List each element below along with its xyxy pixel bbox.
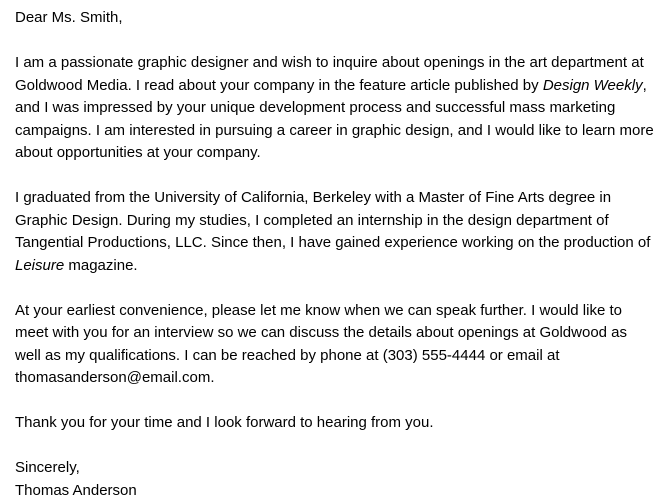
cover-letter	[15, 0, 665, 502]
magazine-title: Leisure	[15, 257, 64, 274]
signature-name: Thomas Anderson	[15, 480, 665, 502]
text-line: meet with you for an interview so we can discuss the details about openings at Goldwood as	[15, 322, 665, 345]
text-run: magazine.	[64, 257, 137, 274]
text-line: and I was impressed by your unique development process and successful mass marketing	[15, 97, 665, 120]
text-line: I graduated from the University of California, Berkeley with a Master of Fine Arts degree in	[15, 187, 665, 210]
text-line: At your earliest convenience, please let me know when we can speak further. I would like to	[15, 300, 665, 323]
text-line	[15, 255, 665, 278]
publication-title: Design Weekly	[543, 77, 643, 94]
paragraph-introduction	[15, 52, 665, 165]
paragraph-gap	[15, 435, 665, 458]
closing: Sincerely,	[15, 457, 665, 480]
text-run: Goldwood Media. I read about your company in the feature article published by	[15, 77, 543, 94]
text-line: Graphic Design. During my studies, I completed an internship in the design department of	[15, 210, 665, 233]
text-line: Tangential Productions, LLC. Since then, I have gained experience working on the production of	[15, 232, 665, 255]
paragraph-thanks: Thank you for your time and I look forward to hearing from you.	[15, 412, 665, 435]
paragraph-background	[15, 187, 665, 277]
salutation: Dear Ms. Smith,	[15, 7, 665, 30]
email-line: thomasanderson@email.com.	[15, 367, 665, 390]
text-line	[15, 75, 665, 98]
paragraph-gap	[15, 165, 665, 188]
paragraph-request	[15, 300, 665, 390]
paragraph-gap	[15, 390, 665, 413]
paragraph-gap	[15, 30, 665, 53]
paragraph-gap	[15, 277, 665, 300]
text-line: about opportunities at your company.	[15, 142, 665, 165]
text-run: ,	[643, 77, 647, 94]
text-line: I am a passionate graphic designer and wish to inquire about openings in the art department at	[15, 52, 665, 75]
text-line: campaigns. I am interested in pursuing a career in graphic design, and I would like to learn more	[15, 120, 665, 143]
text-line: well as my qualifications. I can be reached by phone at (303) 555-4444 or email at	[15, 345, 665, 368]
